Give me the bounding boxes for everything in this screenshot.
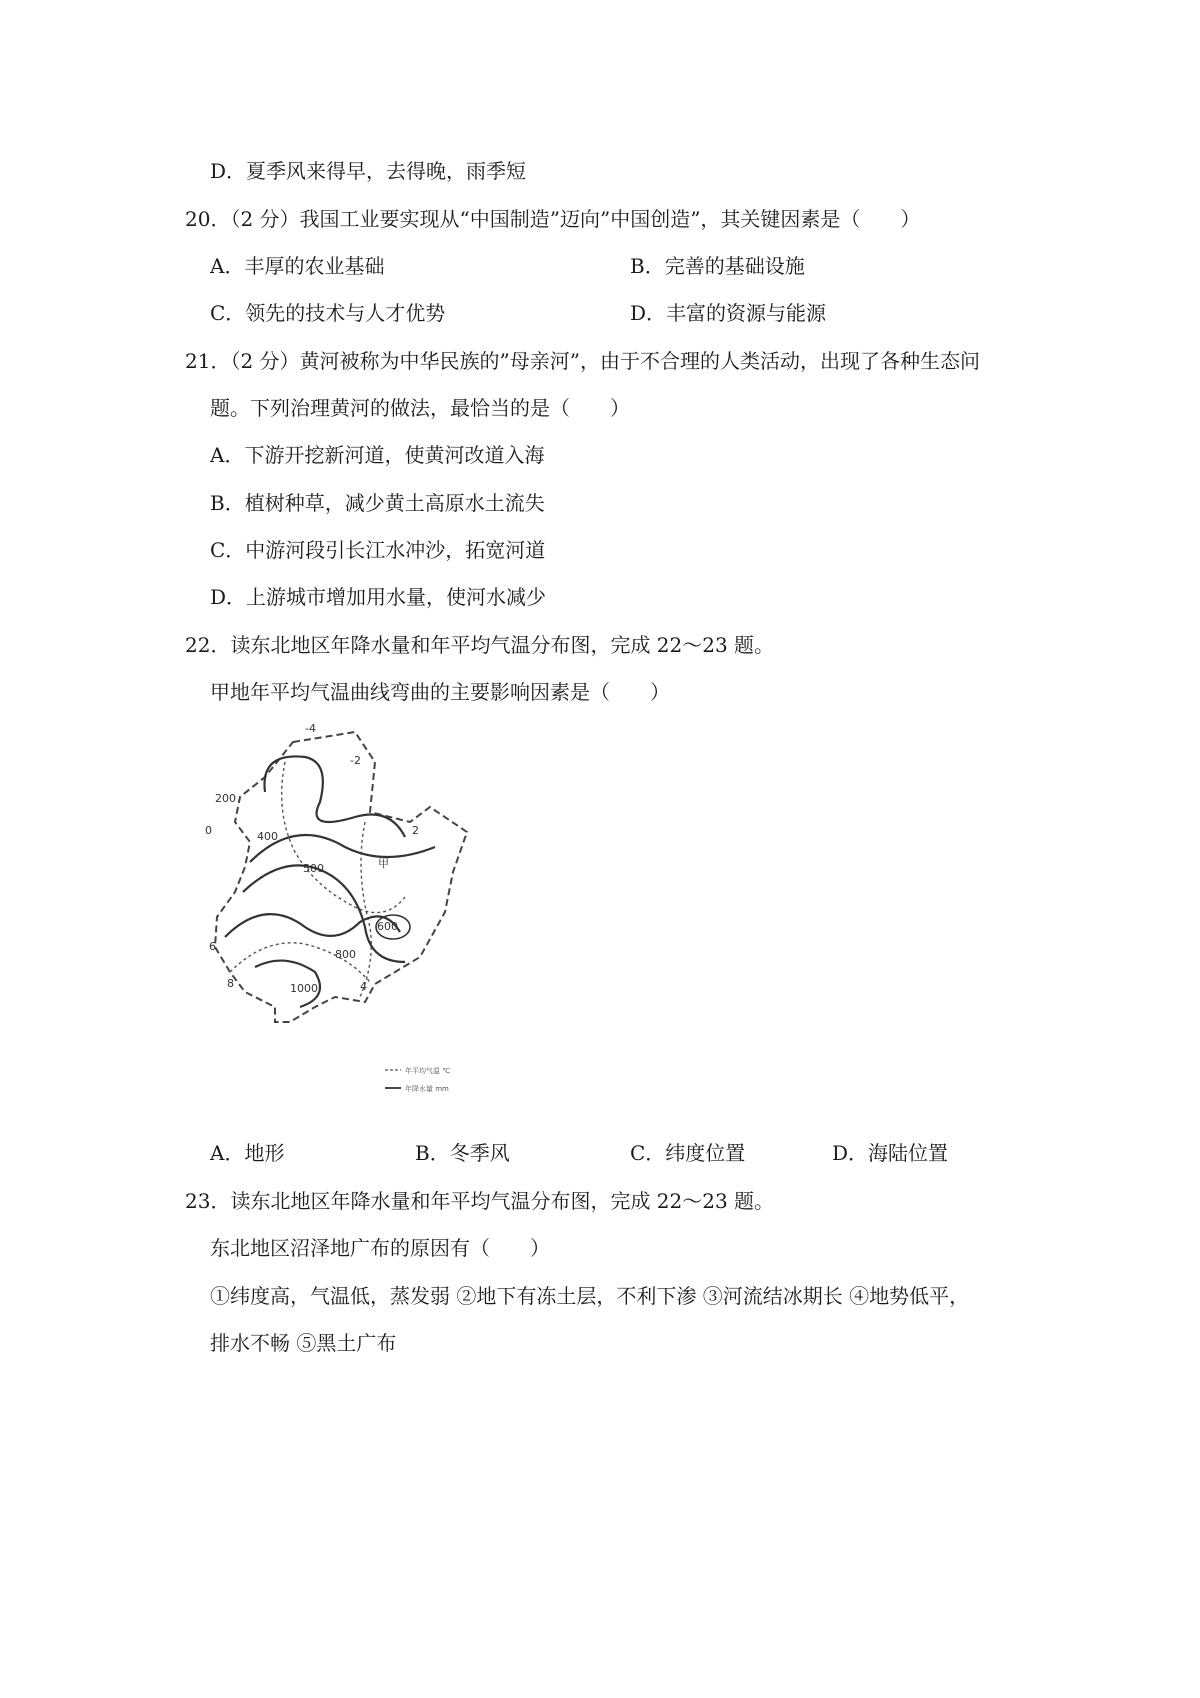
q21-option-a: A．下游开挖新河道，使黄河改道入海 (210, 443, 545, 467)
isohyet-line (225, 914, 400, 937)
q21-option-b: B．植树种草，减少黄土高原水土流失 (210, 491, 545, 515)
isotherm-label: 8 (227, 977, 234, 990)
q21-option-d: D．上游城市增加用水量，使河水减少 (210, 585, 547, 609)
legend-temperature: 年平均气温 ℃ (405, 1067, 451, 1075)
isohyet-label: 600 (377, 920, 398, 933)
q22-sub-question: 甲地年平均气温曲线弯曲的主要影响因素是（ ） (210, 680, 670, 704)
legend-precipitation: 年降水量 mm (405, 1085, 449, 1093)
q20-option-c: C．领先的技术与人才优势 (210, 301, 446, 325)
q19-option-d: D．夏季风来得早，去得晚，雨季短 (210, 159, 527, 183)
isohyet-line (265, 756, 406, 837)
q20-option-a: A．丰厚的农业基础 (210, 254, 385, 278)
isohyet-label: 500 (303, 862, 324, 875)
isotherm-label: 6 (209, 940, 216, 953)
q22-option-b: B．冬季风 (415, 1141, 510, 1165)
isohyet-label: 400 (257, 830, 278, 843)
isotherm-label: 4 (360, 980, 367, 993)
q21-stem-line2: 题。下列治理黄河的做法，最恰当的是（ ） (210, 396, 630, 420)
isotherm-line (282, 762, 405, 913)
q21-stem-line1: 21．（2 分）黄河被称为中华民族的”母亲河”，由于不合理的人类活动，出现了各种生态问 (185, 349, 980, 373)
isohyet-label: 1000 (290, 982, 318, 995)
q22-stem: 22．读东北地区年降水量和年平均气温分布图，完成 22～23 题。 (185, 633, 775, 657)
northeast-china-map (205, 722, 525, 1110)
q21-option-c: C．中游河段引长江水冲沙，拓宽河道 (210, 538, 546, 562)
q20-option-d: D．丰富的资源与能源 (630, 301, 827, 325)
isohyet-label: 800 (335, 948, 356, 961)
place-label-jia: 甲 (378, 857, 389, 870)
q23-stem: 23．读东北地区年降水量和年平均气温分布图，完成 22～23 题。 (185, 1189, 775, 1213)
isotherm-label: -4 (305, 722, 316, 735)
q22-option-a: A．地形 (210, 1141, 285, 1165)
q23-sub-question: 东北地区沼泽地广布的原因有（ ） (210, 1236, 550, 1260)
q23-reasons-line2: 排水不畅 ⑤黑土广布 (210, 1331, 397, 1355)
q22-option-c: C．纬度位置 (630, 1141, 746, 1165)
q20-stem: 20．（2 分）我国工业要实现从“中国制造”迈向”中国创造”，其关键因素是（ ） (185, 207, 921, 231)
isotherm-label: 2 (412, 824, 419, 837)
isotherm-label: -2 (350, 754, 361, 767)
q22-option-d: D．海陆位置 (832, 1141, 949, 1165)
q23-reasons-line1: ①纬度高，气温低，蒸发弱 ②地下有冻土层，不利下渗 ③河流结冰期长 ④地势低平， (210, 1284, 970, 1308)
isohyet-label: 200 (215, 792, 236, 805)
q20-option-b: B．完善的基础设施 (630, 254, 805, 278)
region-boundary (215, 732, 467, 1022)
isotherm-label: 0 (205, 824, 212, 837)
